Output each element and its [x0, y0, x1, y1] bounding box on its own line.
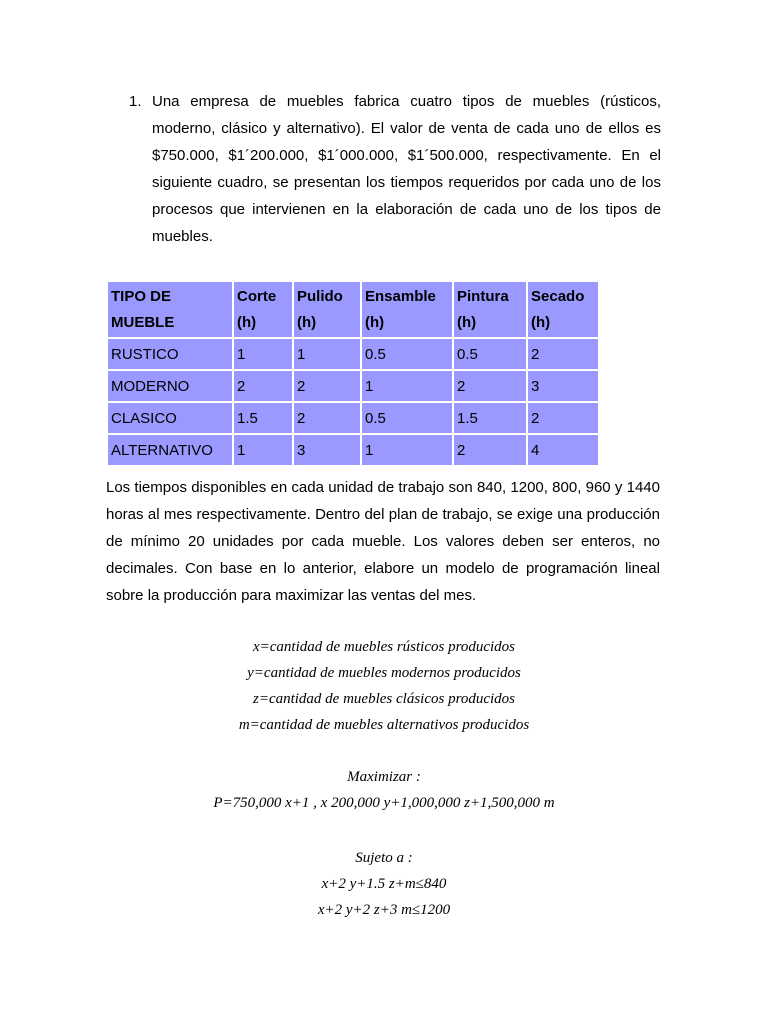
table-cell: 3 [294, 435, 360, 465]
table-row [108, 403, 598, 433]
table-cell: 2 [528, 339, 598, 369]
table-cell: 1 [362, 371, 452, 401]
table-cell: ALTERNATIVO [108, 435, 232, 465]
table-cell: 3 [528, 371, 598, 401]
constraints-label: Sujeto a : [355, 850, 413, 866]
objective-expression: P=750,000 x+1 , x 200,000 y+1,000,000 z+1,500,000 m [213, 795, 555, 811]
problem-text: Una empresa de muebles fabrica cuatro tipos de muebles (rústicos, moderno, clásico y alternativo). El valor de venta de cada uno de ellos es $750.000, $1´200.000, $1´000.000, $1´500.000, respectivamente. En el siguiente cuadro, se presentan los tiempos requeridos por cada uno de los procesos que intervienen en la elaboración de cada uno de los tipos de muebles. [152, 93, 661, 245]
table-cell: 2 [234, 371, 292, 401]
definition-x: x=cantidad de muebles rústicos producidos [252, 639, 516, 655]
header-cell-tipo: TIPO DE MUEBLE [108, 282, 232, 337]
problem-number: 1. [129, 93, 142, 110]
constraints-block [0, 845, 768, 923]
table-row [108, 339, 598, 369]
header-cell-pintura: Pintura (h) [454, 282, 526, 337]
table-cell: MODERNO [108, 371, 232, 401]
header-cell-secado: Secado (h) [528, 282, 598, 337]
header-cell-ensamble: Ensamble (h) [362, 282, 452, 337]
constraint-1: x+2 y+1.5 z+m≤840 [321, 876, 447, 892]
objective-label: Maximizar : [347, 769, 421, 785]
constraints-paragraph: Los tiempos disponibles en cada unidad de trabajo son 840, 1200, 800, 960 y 1440 horas al mes respectivamente. Dentro del plan de trabajo, se exige una producción de mínimo 20 unidades por cada mueble. Los valores deben ser enteros, no decimales. Con base en lo anterior, elabore un modelo de programación lineal sobre la producción para maximizar las ventas del mes. [106, 479, 660, 604]
table-cell: 1 [294, 339, 360, 369]
table-cell: 1 [234, 339, 292, 369]
table-cell: 1 [362, 435, 452, 465]
objective-function [0, 764, 768, 816]
table-cell: 1.5 [234, 403, 292, 433]
header-cell-corte: Corte (h) [234, 282, 292, 337]
header-cell-pulido: Pulido (h) [294, 282, 360, 337]
table-row [108, 371, 598, 401]
table-cell: 2 [294, 403, 360, 433]
variable-definitions [0, 634, 768, 738]
table-cell: 2 [454, 371, 526, 401]
table-cell: 1 [234, 435, 292, 465]
definition-z: z=cantidad de muebles clásicos producidos [252, 691, 516, 707]
definition-y: y=cantidad de muebles modernos producidos [247, 665, 521, 681]
table-row [108, 435, 598, 465]
table-cell: 0.5 [362, 403, 452, 433]
table-cell: 0.5 [454, 339, 526, 369]
table-cell: 1.5 [454, 403, 526, 433]
constraint-2: x+2 y+2 z+3 m≤1200 [317, 902, 451, 918]
table-cell: 2 [294, 371, 360, 401]
definition-m: m=cantidad de muebles alternativos producidos [238, 717, 530, 733]
table-cell: 2 [528, 403, 598, 433]
table-cell: CLASICO [108, 403, 232, 433]
problem-statement [129, 88, 661, 250]
table-cell: RUSTICO [108, 339, 232, 369]
table-cell: 4 [528, 435, 598, 465]
table-cell: 2 [454, 435, 526, 465]
table-cell: 0.5 [362, 339, 452, 369]
table-header-row [108, 282, 598, 337]
furniture-times-table [106, 280, 600, 467]
